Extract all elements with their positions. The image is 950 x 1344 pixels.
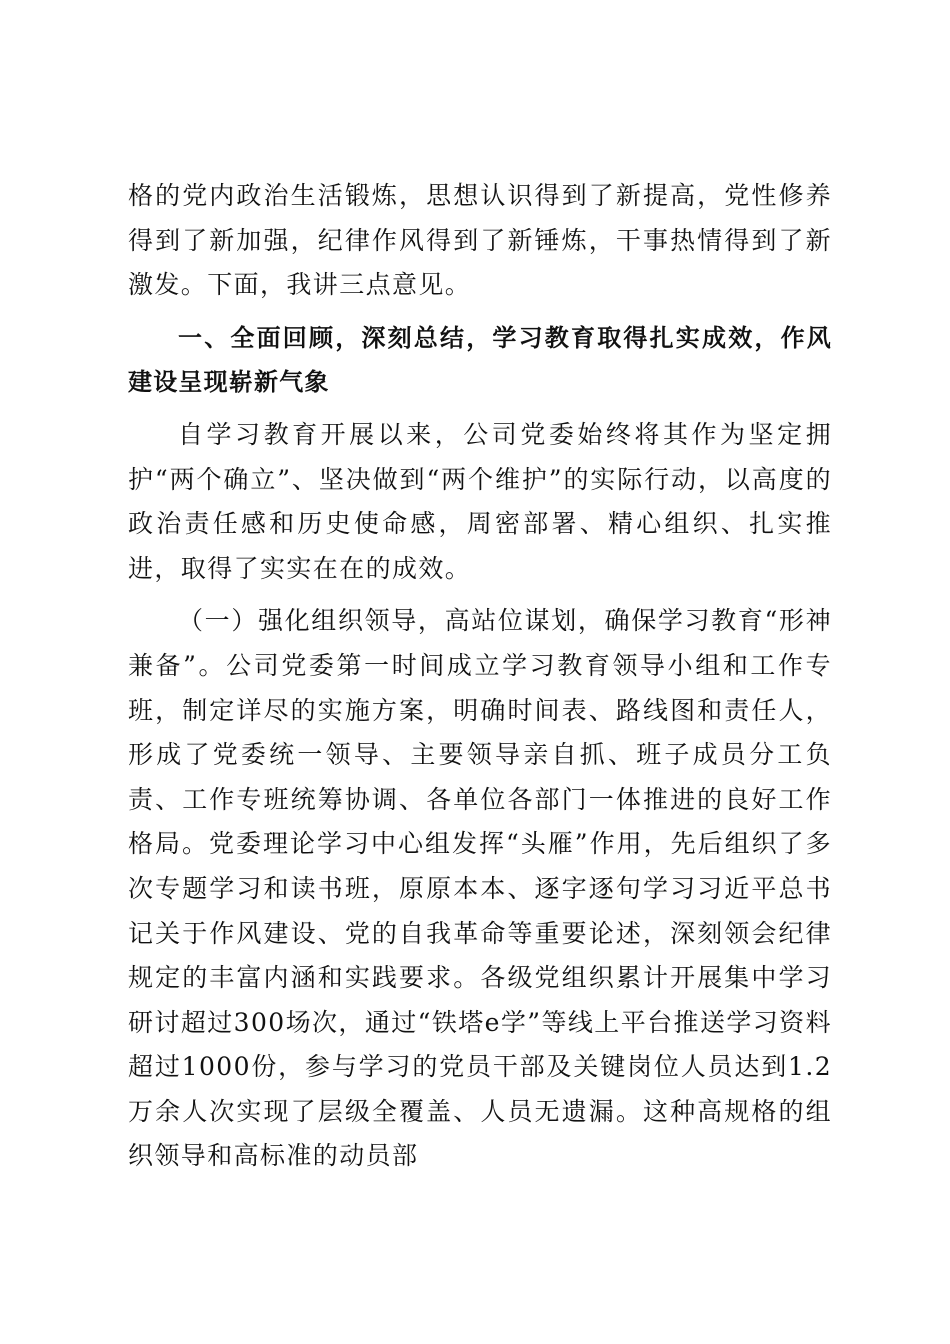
section-heading: 一、全面回顾，深刻总结，学习教育取得扎实成效，作风建设呈现崭新气象: [128, 323, 832, 397]
paragraph-intro: 自学习教育开展以来，公司党委始终将其作为坚定拥护“两个确立”、坚决做到“两个维护”的实际行动，以高度的政治责任感和历史使命感，周密部署、精心组织、扎实推进，取得了实实在在的成效。: [128, 419, 832, 583]
document-body: [128, 174, 832, 1179]
spacer: [128, 308, 832, 316]
paragraph-continued: 格的党内政治生活锻炼，思想认识得到了新提高，党性修养得到了新加强，纪律作风得到了新锤炼，干事热情得到了新激发。下面，我讲三点意见。: [128, 181, 832, 300]
spacer: [128, 405, 832, 413]
spacer: [128, 591, 832, 599]
paragraph-section-1: （一）强化组织领导，高站位谋划，确保学习教育“形神兼备”。公司党委第一时间成立学习教育领导小组和工作专班，制定详尽的实施方案，明确时间表、路线图和责任人，形成了党委统一领导、主要领导亲自抓、班子成员分工负责、工作专班统筹协调、各单位各部门一体推进的良好工作格局。党委理论学习中心组发挥“头雁”作用，先后组织了多次专题学习和读书班，原原本本、逐字逐句学习习近平总书记关于作风建设、党的自我革命等重要论述，深刻领会纪律规定的丰富内涵和实践要求。各级党组织累计开展集中学习研讨超过300场次，通过“铁塔e学”等线上平台推送学习资料超过1000份，参与学习的党员干部及关键岗位人员达到1.2万余人次实现了层级全覆盖、人员无遗漏。这种高规格的组织领导和高标准的动员部: [128, 606, 832, 1171]
